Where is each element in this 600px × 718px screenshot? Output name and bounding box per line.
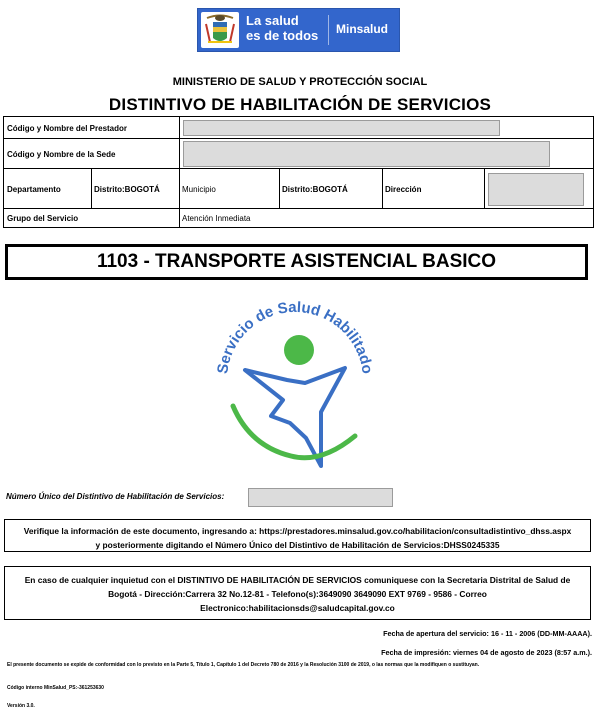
seal-head-icon xyxy=(284,335,314,365)
slogan: La salud es de todos xyxy=(246,13,319,43)
servicio-habilitado-seal xyxy=(205,288,385,478)
verification-line-1: Verifique la información de este documento, ingresando a: https://prestadores.minsalud.gov.co/habilitacion/consultadistintivo_dhss.aspx xyxy=(23,526,572,536)
seal-arc-text: Servicio de Salud Habilitado xyxy=(214,298,376,375)
municipio-value: Distrito:BOGOTÁ xyxy=(282,185,348,194)
column-divider xyxy=(279,168,280,208)
numero-unico-value-redacted xyxy=(248,488,393,507)
contact-notice xyxy=(4,566,591,620)
column-divider xyxy=(179,117,180,227)
departamento-label: Departamento xyxy=(7,185,61,194)
brand-name: Minsalud xyxy=(336,22,389,36)
column-divider xyxy=(382,168,383,208)
sede-value-redacted xyxy=(183,141,550,167)
row-divider xyxy=(4,138,593,139)
row-divider xyxy=(4,208,593,209)
page-title: DISTINTIVO DE HABILITACIÓN DE SERVICIOS xyxy=(108,95,492,114)
sede-label: Código y Nombre de la Sede xyxy=(7,150,116,159)
direccion-label: Dirección xyxy=(385,185,422,194)
fecha-impresion: Fecha de impresión: viernes 04 de agosto de 2023 (8:57 a.m.). xyxy=(381,648,592,657)
ministry-name: MINISTERIO DE SALUD Y PROTECCIÓN SOCIAL xyxy=(172,76,428,88)
direccion-value-redacted xyxy=(488,173,584,206)
contact-line-1: En caso de cualquier inquietud con el DISTINTIVO DE HABILITACIÓN DE SERVICIOS comuniquese con la Secretaria Distrital de Salud de xyxy=(24,575,571,585)
municipio-label: Municipio xyxy=(182,185,216,194)
grupo-label: Grupo del Servicio xyxy=(7,214,79,223)
verification-notice xyxy=(4,519,591,552)
legal-notice: El presente documento se expide de conformidad con lo previsto en la Parte 5, Título 1, Capítulo 1 del Decreto 780 de 2016 y la Resolución 3100 de 2019, o las normas que la modifiquen o sustituyan. xyxy=(7,662,480,668)
column-divider xyxy=(91,168,92,208)
row-divider xyxy=(4,168,593,169)
provider-info-table xyxy=(3,116,594,228)
contact-line-3: Electronico:habilitacionsds@saludcapital.gov.co xyxy=(200,603,395,613)
banner-divider xyxy=(328,15,329,45)
verification-line-2: y posteriormente digitando el Número Único del Distintivo de Habilitación de Servicios:DHSS0245335 xyxy=(95,540,500,550)
numero-unico-label: Número Único del Distintivo de Habilitación de Servicios: xyxy=(6,492,225,501)
grupo-value: Atención Inmediata xyxy=(182,214,251,223)
contact-line-2: Bogotá - Dirección:Carrera 32 No.12-81 - Telefono(s):3649090 3649090 EXT 9769 - 9586 - Correo xyxy=(108,589,487,599)
prestador-label: Código y Nombre del Prestador xyxy=(7,124,128,133)
minsalud-logo-banner xyxy=(197,8,400,52)
service-title: 1103 - TRANSPORTE ASISTENCIAL BASICO xyxy=(5,244,588,280)
colombia-coat-of-arms-icon xyxy=(201,12,239,48)
version: Versión 3.0. xyxy=(7,703,35,709)
fecha-apertura: Fecha de apertura del servicio: 16 - 11 - 2006 (DD-MM-AAAA). xyxy=(383,629,592,638)
column-divider xyxy=(484,168,485,208)
codigo-interno: Código interno MinSalud_PS:-361253630 xyxy=(7,685,104,691)
departamento-value: Distrito:BOGOTÁ xyxy=(94,185,160,194)
prestador-value-redacted xyxy=(183,120,500,136)
